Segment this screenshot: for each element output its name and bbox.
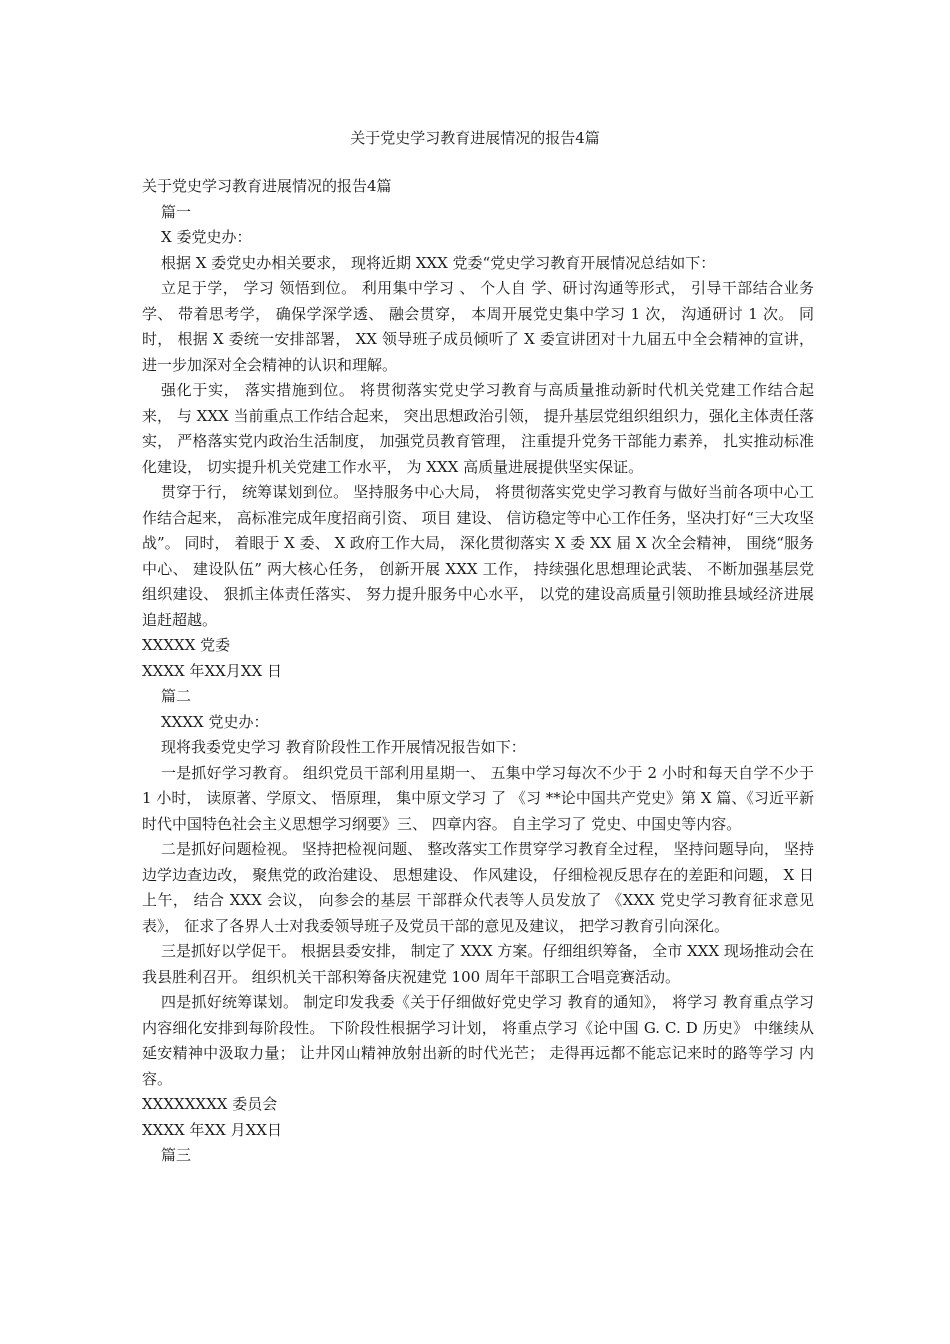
document-title: 关于党史学习教育进展情况的报告4篇 bbox=[350, 129, 600, 147]
paragraph: 强化于实， 落实措施到位。 将贯彻落实党史学习教育与高质量推动新时代机关党建工作结合起来， 与 XXX 当前重点工作结合起来， 突出思想政治引领， 提升基层党组织组织力，强化主体责任落实， 严格落实党内政治生活制度， 加强党员教育管理， 注重提升党务干部能力素养， 扎实推动标准化建设， 切实提升机关党建工作水平， 为 XXX 高质量进展提供坚实保证。 bbox=[142, 381, 814, 476]
paragraph: 四是抓好统筹谋划。 制定印发我委《关于仔细做好党史学习 教育的通知》， 将学习 教育重点学习 内容细化安排到每阶段性。 下阶段性根据学习计划， 将重点学习《论中国 G. C. D 历史》 中继续从延安精神中汲取力量； 让井冈山精神放射出新的时代光芒； 走得再远都不能忘记来时的路等学习 内容。 bbox=[142, 993, 814, 1088]
paragraph: X 委党史办： bbox=[161, 228, 252, 246]
paragraph: 篇二 bbox=[161, 687, 192, 705]
paragraph: XXXXXXXX 委员会 bbox=[142, 1095, 278, 1113]
paragraph: 现将我委党史学习 教育阶段性工作开展情况报告如下： bbox=[161, 738, 526, 756]
paragraph: XXXX 年XX月XX 日 bbox=[142, 661, 282, 680]
paragraph: XXXXX 党委 bbox=[142, 636, 231, 654]
paragraph: 篇三 bbox=[161, 1146, 192, 1164]
paragraph: 篇一 bbox=[161, 202, 192, 221]
paragraph: 贯穿于行， 统筹谋划到位。 坚持服务中心大局， 将贯彻落实党史学习教育与做好当前各项中心工作结合起来， 高标准完成年度招商引资、 项目 建设、 信访稳定等中心工作任务，坚决打好“三大攻坚战”。 同时， 着眼于 X 委、 X 政府工作大局， 深化贯彻落实 X 委 XX 届 X 次全会精神， 围绕“服务中心、 建设队伍” 两大核心任务， 创新开展 XXX 工作， 持续强化思想理论武装、 不断加强基层党组织建设、 狠抓主体责任落实、 努力提升服务中心水平， 以党的建设高质量引领助推县域经济进展追赶超越。 bbox=[142, 483, 814, 629]
paragraph: 一是抓好学习教育。 组织党员干部利用星期一、 五集中学习每次不少于 2 小时和每天自学不少于 1 小时， 读原著、学原文、 悟原理， 集中原文学习 了 《习 **论中国共产党史》第 X 篇、《习近平新时代中国特色社会主义思想学习纲要》三、 四章内容。 自主学习了 党史、中国史等内容。 bbox=[142, 763, 814, 833]
paragraph: XXXX 党史办： bbox=[161, 712, 269, 731]
paragraph: 立足于学， 学习 领悟到位。 利用集中学习 、 个人自 学、研讨沟通等形式， 引导干部结合业务学、 带着思考学， 确保学深学透、 融会贯穿， 本周开展党史集中学习 1 次， 沟通研讨 1 次。 同时， 根据 X 委统一安排部署， XX 领导班子成员倾听了 X 委宣讲团对十九届五中全会精神的宣讲， 进一步加深对全会精神的认识和理解。 bbox=[142, 279, 814, 374]
paragraph: 二是抓好问题检视。 坚持把检视问题、 整改落实工作贯穿学习教育全过程， 坚持问题导向， 坚持边学边查边改， 聚焦党的政治建设、 思想建设、 作风建设， 仔细检视反思存在的差距和问题， X 日上午， 结合 XXX 会议， 向参会的基层 干部群众代表等人员发放了 《XXX 党史学习教育征求意见表》， 征求了各界人士对我委领导班子及党员干部的意见及建议， 把学习教育引向深化。 bbox=[142, 840, 814, 935]
paragraph: 关于党史学习教育进展情况的报告4篇 bbox=[142, 177, 392, 195]
paragraph: 三是抓好以学促干。 根据县委安排， 制定了 XXX 方案。仔细组织筹备， 全市 XXX 现场推动会在我县胜利召开。 组织机关干部积筹备庆祝建党 100 周年干部职工合唱竞赛活动。 bbox=[142, 942, 814, 986]
document-body bbox=[142, 174, 814, 1169]
paragraph: XXXX 年XX 月XX日 bbox=[142, 1120, 282, 1139]
paragraph: 根据 X 委党史办相关要求， 现将近期 XXX 党委“党史学习教育开展情况总结如下： bbox=[161, 253, 716, 272]
